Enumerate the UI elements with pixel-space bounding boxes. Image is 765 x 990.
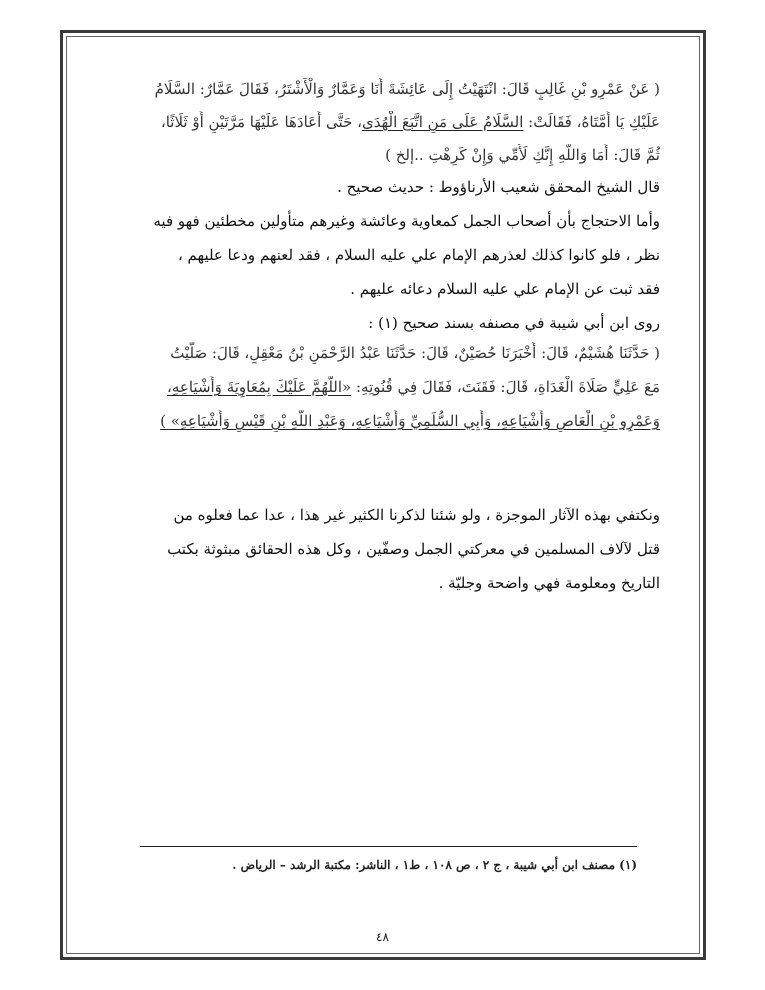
conclusion-line-1: ونكتفي بهذه الآثار الموجزة ، ولو شئنا لذكرنا الكثير غير هذا ، عدا عما فعلوه من: [173, 506, 660, 524]
page-border-inner: [66, 36, 700, 954]
page-number: ٤٨: [376, 930, 389, 944]
hadith-line-1: ( عَنْ عَمْرِو بْنِ غَالِبٍ قَالَ: انْتَهَيْتُ إِلَى عَائِشَةَ أَنَا وَعَمَّارٌ وَالْأَشْتَرُ، فَقَالَ عَمَّارٌ: السَّلَامُ: [154, 80, 660, 98]
hadith-line-3: ثُمَّ قَالَ: أَمَا وَاللَّهِ إِنَّكِ لَأُمِّي وَإِنْ كَرِهْتِ ..إلخ ): [385, 146, 660, 164]
hadith-2-line-2-part-1: مَعَ عَلِيٍّ صَلَاةَ الْغَدَاةِ، قَالَ: فَقَنَتَ، فَقَالَ فِي قُنُوتِهِ:: [351, 378, 660, 396]
footnote-separator: [140, 846, 637, 847]
hadith-2-line-3: وَعَمْرِو بْنِ الْعَاصِ وَأَشْيَاعِهِ، وَأَبِي السُّلَمِيِّ وَأَشْيَاعِهِ، وَعَبْدِ اللَّهِ بْنِ قَيْسٍ وَأَشْيَاعِهِ» ): [160, 412, 660, 430]
hadith-2-line-2: [140, 376, 660, 398]
conclusion-line-2: قتل لآلاف المسلمين في معركتي الجمل وصفّين ، وكل هذه الحقائق مبثوثة بكتب: [167, 540, 660, 558]
hadith-line-2-part-1: عَلَيْكِ يَا أُمَّتَاهُ، فَقَالَتْ:: [523, 113, 660, 131]
paragraph-1-line-1: وأما الاحتجاج بأن أصحاب الجمل كمعاوية وعائشة وغيرهم متأولين مخطئين فهو فيه: [153, 212, 660, 230]
paragraph-1-line-3: فقد ثبت عن الإمام علي عليه السلام دعائه عليهم .: [350, 280, 660, 298]
hadith-line-2: [140, 111, 660, 133]
narration-intro: روى ابن أبي شيبة في مصنفه بسند صحيح (١) :: [368, 314, 660, 332]
hadith-line-2-underlined: السَّلَامُ عَلَى مَنِ اتَّبَعَ الْهُدَى: [361, 113, 524, 131]
hadith-2-line-1: ( حَدَّثَنَا هُشَيْمٌ، قَالَ: أَخْبَرَنَا حُصَيْنٌ، قَالَ: حَدَّثَنَا عَبْدُ الرَّحْمَنِ بْنُ مَعْقِلٍ، قَالَ: صَلَّيْتُ: [170, 344, 660, 362]
footnote: (١) مصنف ابن أبي شيبة ، ج ٢ ، ص ١٠٨ ، ط١ ، الناشر: مكتبة الرشد – الرياض .: [232, 858, 637, 872]
verification-note: قال الشيخ المحقق شعيب الأرناؤوط : حديث صحيح .: [337, 178, 660, 196]
paragraph-1-line-2: نظر ، فلو كانوا كذلك لعذرهم الإمام علي عليه السلام ، فقد لعنهم ودعا عليهم ،: [177, 246, 660, 264]
hadith-2-line-2-underlined: «اللَّهُمَّ عَلَيْكَ بِمُعَاوِيَةَ وَأَشْيَاعِهِ،: [167, 378, 352, 396]
conclusion-line-3: التاريخ ومعلومة فهي واضحة وجليّة .: [438, 574, 660, 592]
hadith-line-2-part-3: ، حَتَّى أَعَادَهَا عَلَيْهَا مَرَّتَيْنِ أَوْ ثَلَاثًا،: [160, 113, 362, 131]
